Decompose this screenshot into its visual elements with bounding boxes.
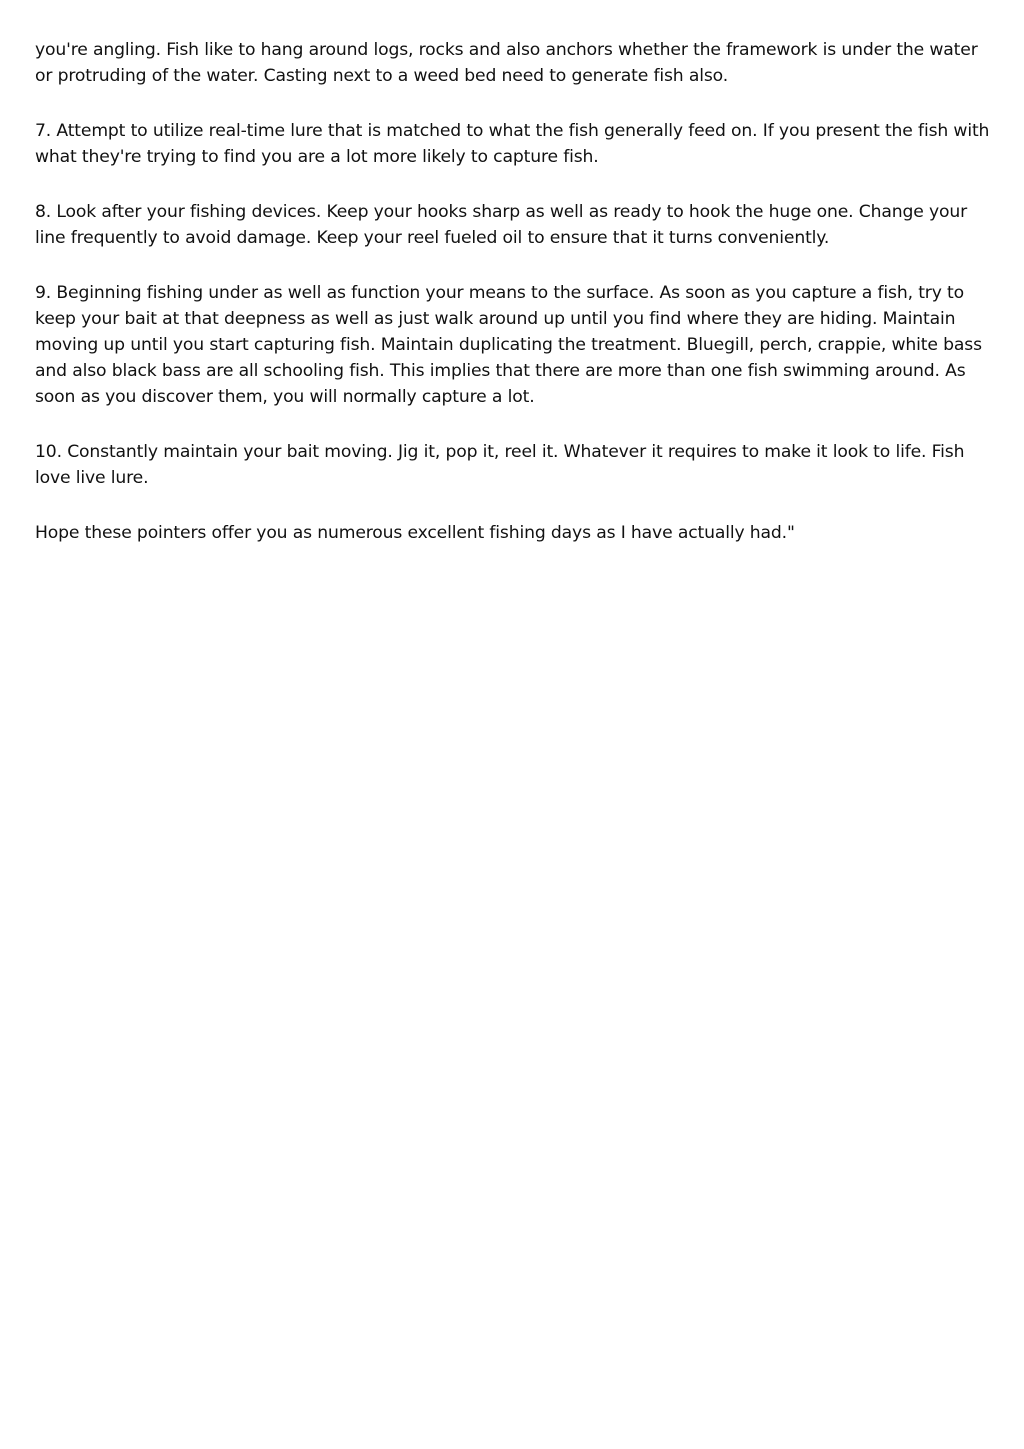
paragraph-tip-8: 8. Look after your fishing devices. Keep your hooks sharp as well as ready to hook the huge one. Change your line frequently to avoid damage. Keep your reel fueled oil to ensure that it turns conveniently. <box>35 202 968 248</box>
document-page <box>35 37 995 575</box>
paragraph-location-tip: you're angling. Fish like to hang around logs, rocks and also anchors whether the framework is under the water or protruding of the water. Casting next to a weed bed need to generate fish also. <box>35 40 978 86</box>
paragraph-closing: Hope these pointers offer you as numerous excellent fishing days as I have actually had." <box>35 523 795 543</box>
paragraph-tip-7: 7. Attempt to utilize real-time lure that is matched to what the fish generally feed on. If you present the fish with what they're trying to find you are a lot more likely to capture fish. <box>35 121 990 167</box>
paragraph-tip-9: 9. Beginning fishing under as well as function your means to the surface. As soon as you capture a fish, try to keep your bait at that deepness as well as just walk around up until you find where they are hiding. Maintain moving up until you start capturing fish. Maintain duplicating the treatment. Bluegill, perch, crappie, white bass and also black bass are all schooling fish. This implies that there are more than one fish swimming around. As soon as you discover them, you will normally capture a lot. <box>35 283 982 407</box>
paragraph-tip-10: 10. Constantly maintain your bait moving. Jig it, pop it, reel it. Whatever it requires to make it look to life. Fish love live lure. <box>35 442 965 488</box>
